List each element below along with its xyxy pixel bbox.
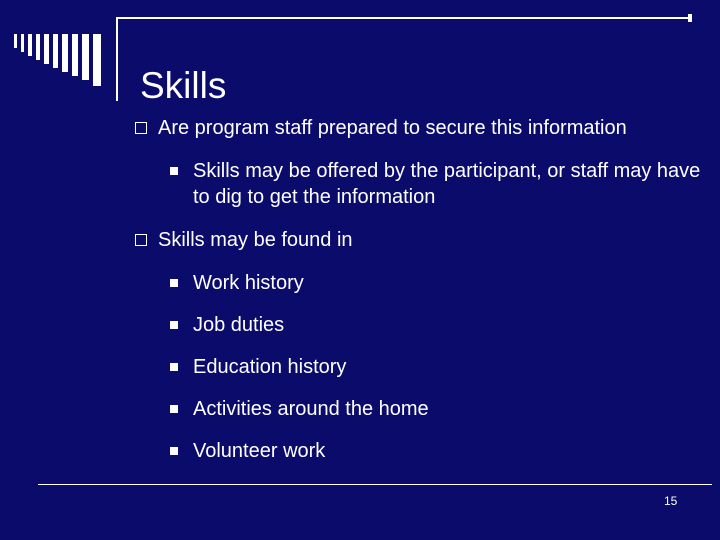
bullet-level1 [135,227,705,253]
filled-square-bullet-icon [170,363,178,371]
decorative-bar [62,34,68,72]
bullet-level2 [170,396,710,422]
bullet-text: Skills may be found in [158,229,353,251]
bullet-text: Activities around the home [193,398,429,420]
footer-rule [38,484,712,485]
bullet-level2 [170,438,710,464]
decorative-bar [21,34,24,52]
filled-square-bullet-icon [170,167,178,175]
filled-square-bullet-icon [170,279,178,287]
bullet-text: Skills may be offered by the participant, or staff may have to dig to get the information [193,160,701,208]
top-rule-end [688,14,692,22]
bullet-level2 [170,158,710,210]
bullet-level2 [170,270,710,296]
slide-number: 15 [664,494,678,508]
top-rule [116,17,692,19]
filled-square-bullet-icon [170,321,178,329]
bullet-text: Work history [193,272,304,294]
decorative-bar [82,34,89,80]
decorative-bar [36,34,40,60]
bullet-text: Are program staff prepared to secure this information [158,117,627,139]
bullet-level1 [135,115,705,141]
decorative-bar [53,34,58,68]
hollow-square-bullet-icon [135,122,147,134]
decorative-bar [93,34,101,86]
filled-square-bullet-icon [170,447,178,455]
title-vertical-rule [116,17,118,101]
bullet-level2 [170,354,710,380]
decorative-bar [72,34,78,76]
decorative-bar [44,34,49,64]
slide-title: Skills [140,65,227,106]
decorative-bar [28,34,32,56]
filled-square-bullet-icon [170,405,178,413]
bullet-text: Education history [193,356,347,378]
decorative-bar [14,34,17,48]
bullet-text: Job duties [193,314,285,336]
bullet-text: Volunteer work [193,440,326,462]
decorative-bars [14,34,124,94]
bullet-level2 [170,312,710,338]
hollow-square-bullet-icon [135,234,147,246]
